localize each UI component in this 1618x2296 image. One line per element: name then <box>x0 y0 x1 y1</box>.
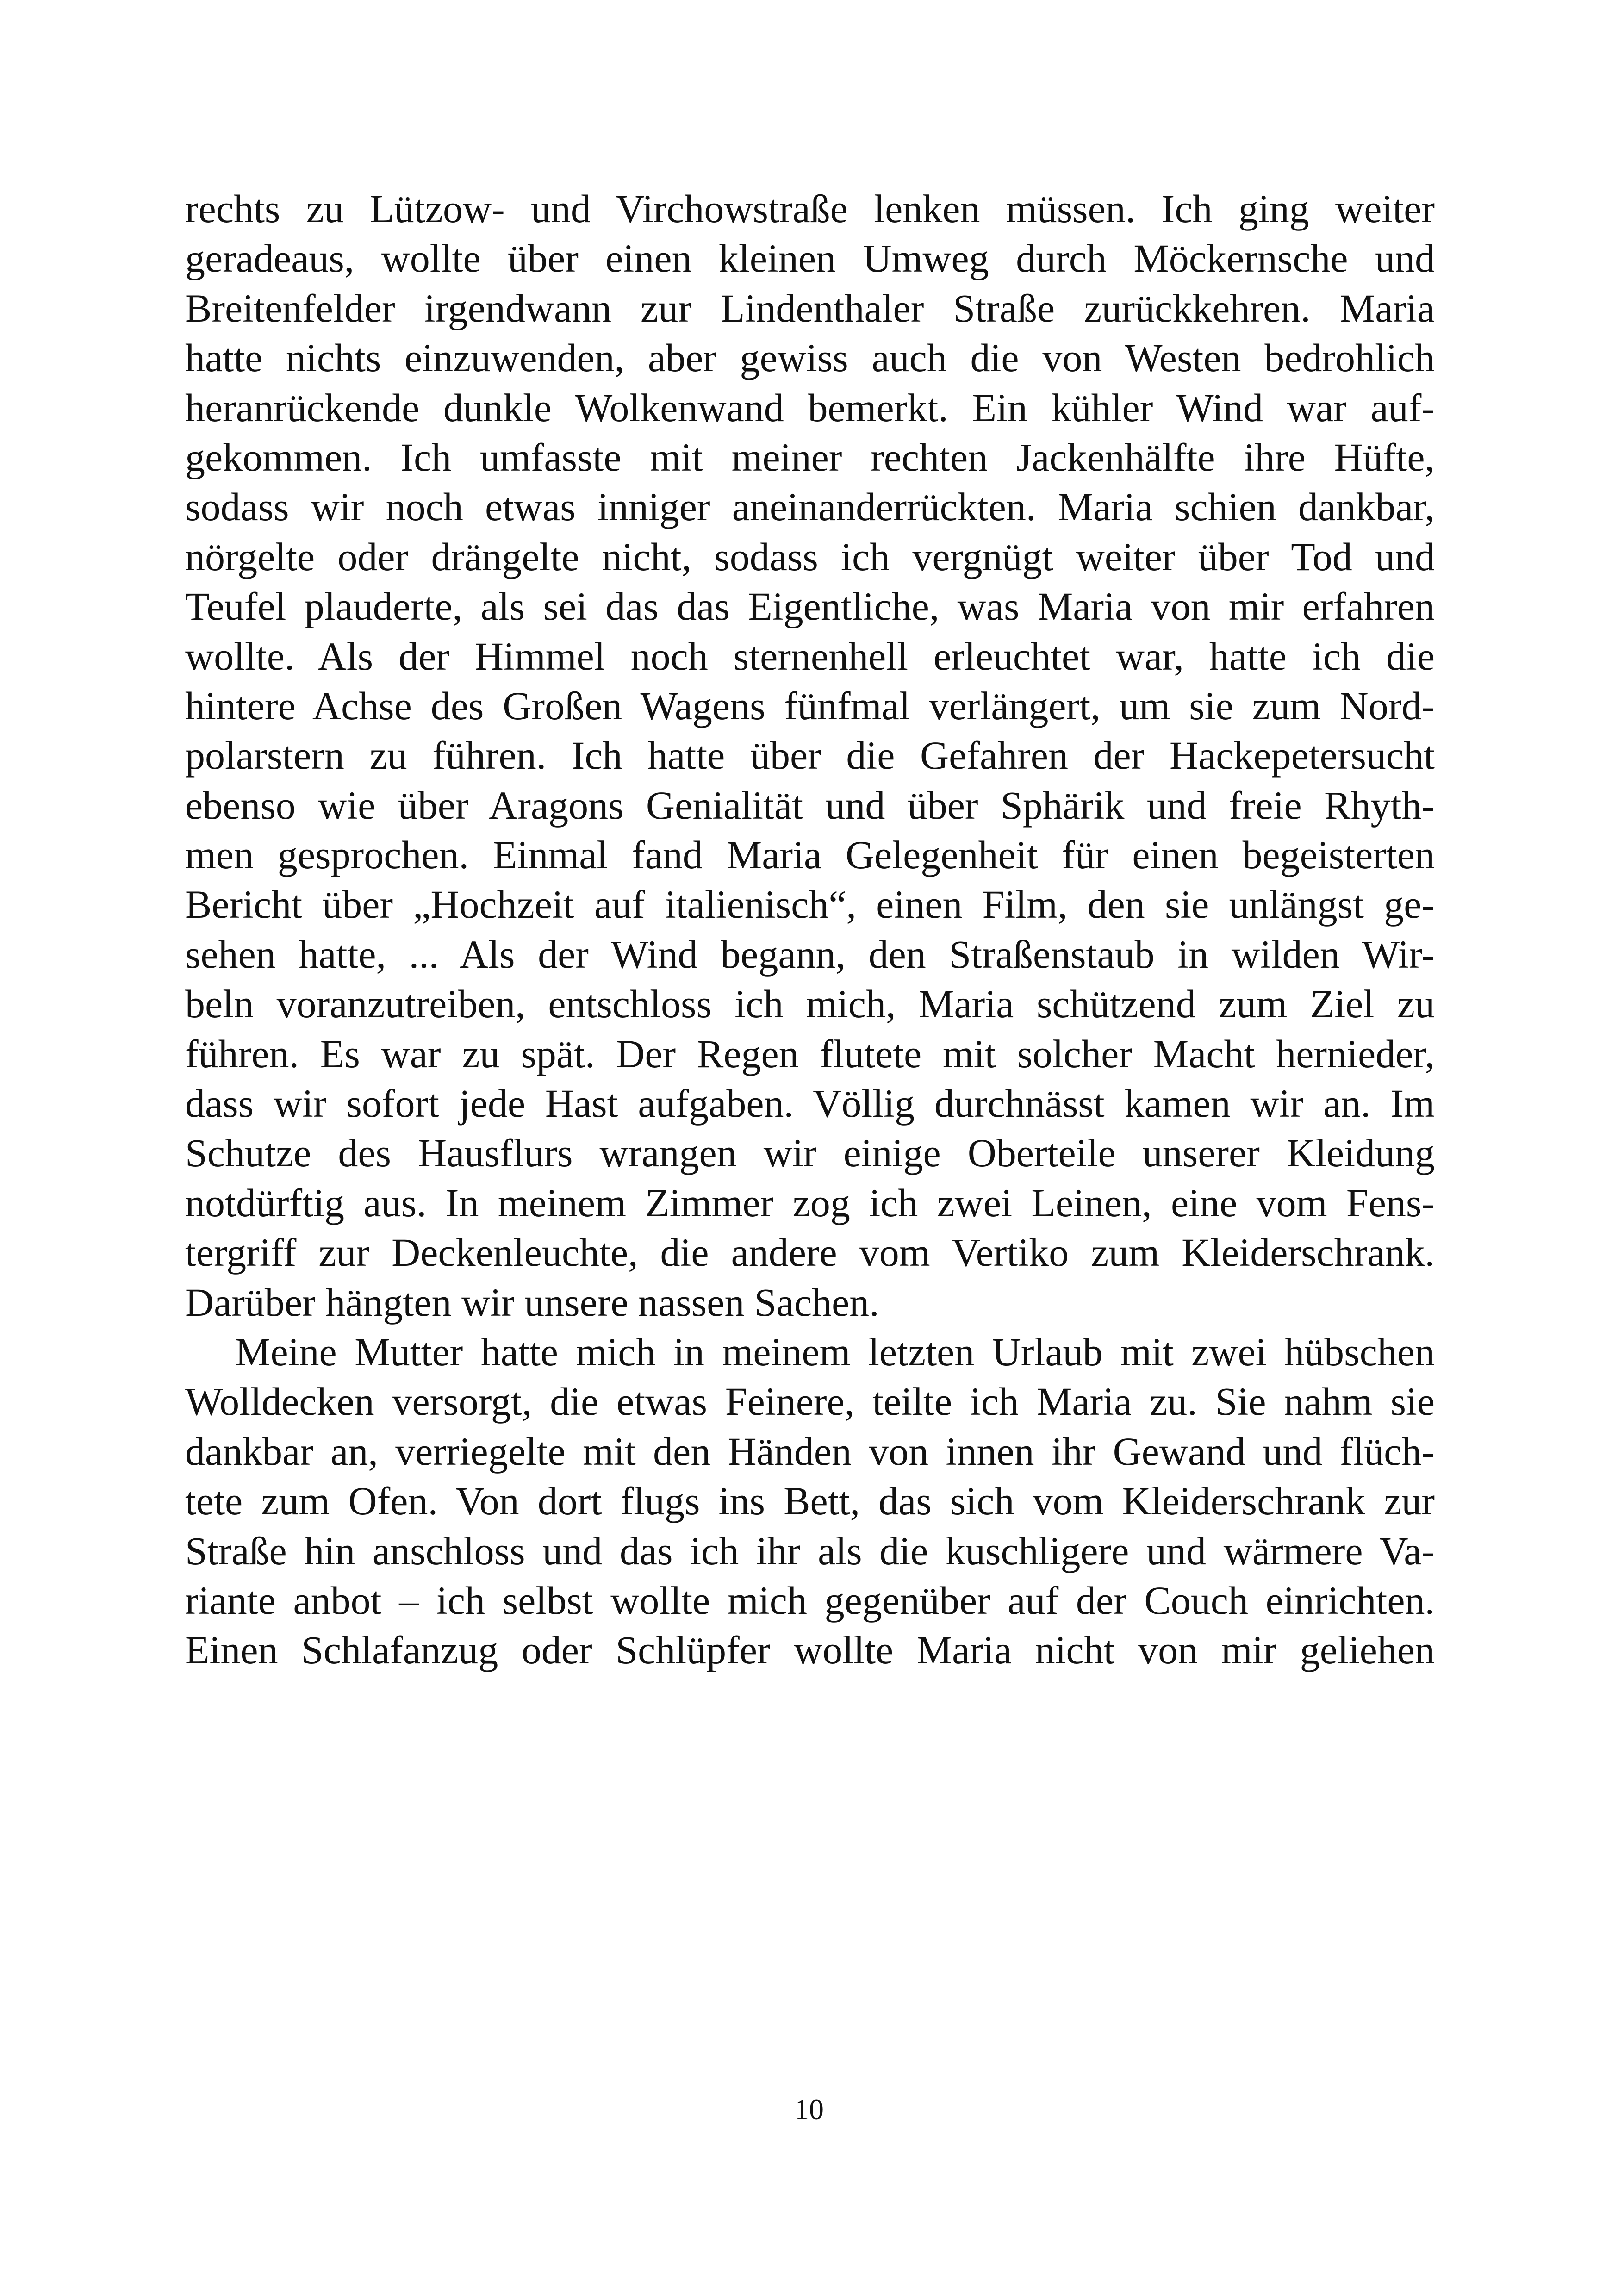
text-line: riante anbot – ich selbst wollte mich gegenüber auf der Couch einrichten. <box>185 1578 1435 1623</box>
text-line: ebenso wie über Aragons Genialität und über Sphärik und freie Rhyth- <box>185 783 1435 828</box>
paragraph-start-line: Meine Mutter hatte mich in meinem letzten Urlaub mit zwei hübschen <box>235 1329 1435 1374</box>
text-line: notdürftig aus. In meinem Zimmer zog ich zwei Leinen, eine vom Fens- <box>185 1180 1435 1225</box>
body-text <box>185 184 1435 1675</box>
text-line: wollte. Als der Himmel noch sternenhell erleuchtet war, hatte ich die <box>185 634 1435 678</box>
text-line: beln voranzutreiben, entschloss ich mich, Maria schützend zum Ziel zu <box>185 982 1435 1027</box>
text-line: men gesprochen. Einmal fand Maria Gelegenheit für einen begeisterten <box>185 833 1435 877</box>
text-line: tete zum Ofen. Von dort flugs ins Bett, das sich vom Kleiderschrank zur <box>185 1479 1435 1524</box>
text-line: polarstern zu führen. Ich hatte über die Gefahren der Hackepetersucht <box>185 733 1435 778</box>
text-line: Breitenfelder irgendwann zur Lindenthaler Straße zurückkehren. Maria <box>185 286 1435 330</box>
text-line: führen. Es war zu spät. Der Regen flutete mit solcher Macht hernieder, <box>185 1031 1435 1076</box>
text-line: nörgelte oder drängelte nicht, sodass ich vergnügt weiter über Tod und <box>185 534 1435 579</box>
text-line: Schutze des Hausflurs wrangen wir einige Oberteile unserer Kleidung <box>185 1131 1435 1176</box>
text-line: tergriff zur Deckenleuchte, die andere vom Vertiko zum Kleiderschrank. <box>185 1230 1435 1275</box>
text-line: rechts zu Lützow- und Virchowstraße lenken müssen. Ich ging weiter <box>185 187 1435 231</box>
text-line: geradeaus, wollte über einen kleinen Umweg durch Möckernsche und <box>185 236 1435 281</box>
page-number: 10 <box>794 2093 824 2126</box>
text-line: heranrückende dunkle Wolkenwand bemerkt. Ein kühler Wind war auf- <box>185 385 1435 430</box>
paragraph-end-line: Darüber hängten wir unsere nassen Sachen. <box>185 1280 879 1325</box>
text-line: Wolldecken versorgt, die etwas Feinere, teilte ich Maria zu. Sie nahm sie <box>185 1379 1435 1424</box>
text-line: Bericht über „Hochzeit auf italienisch“, einen Film, den sie unlängst ge- <box>185 882 1435 927</box>
text-line: Straße hin anschloss und das ich ihr als die kuschligere und wärmere Va- <box>185 1528 1435 1573</box>
text-line: hintere Achse des Großen Wagens fünfmal verlängert, um sie zum Nord- <box>185 683 1435 728</box>
text-line: Einen Schlafanzug oder Schlüpfer wollte Maria nicht von mir geliehen <box>185 1628 1435 1673</box>
text-line: sehen hatte, ... Als der Wind begann, den Straßenstaub in wilden Wir- <box>185 932 1435 977</box>
text-line: Teufel plauderte, als sei das das Eigentliche, was Maria von mir erfahren <box>185 584 1435 629</box>
text-line: sodass wir noch etwas inniger aneinanderrückten. Maria schien dankbar, <box>185 485 1435 529</box>
text-line: gekommen. Ich umfasste mit meiner rechten Jackenhälfte ihre Hüfte, <box>185 435 1435 479</box>
text-line: dankbar an, verriegelte mit den Händen von innen ihr Gewand und flüch- <box>185 1429 1435 1474</box>
text-line: dass wir sofort jede Hast aufgaben. Völlig durchnässt kamen wir an. Im <box>185 1081 1435 1126</box>
text-line: hatte nichts einzuwenden, aber gewiss auch die von Westen bedrohlich <box>185 336 1435 380</box>
